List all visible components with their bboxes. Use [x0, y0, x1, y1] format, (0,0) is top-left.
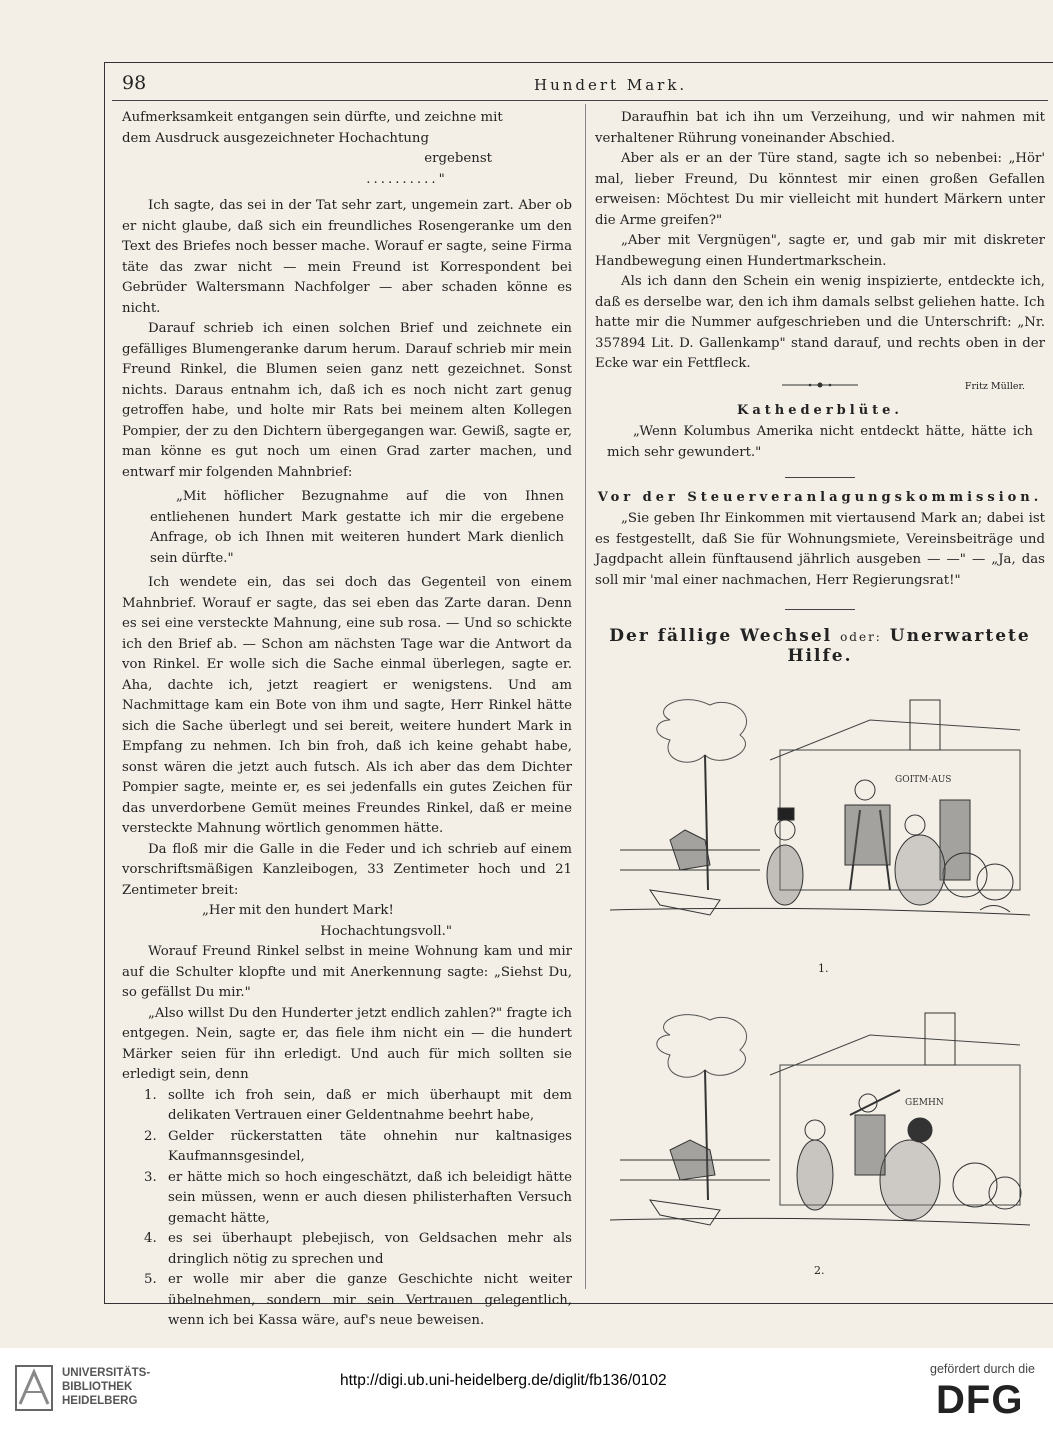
illustration-caption-2: 2.: [814, 1264, 825, 1277]
illustration-caption-1: 1.: [818, 962, 829, 975]
title-part-b: Unerwartete Hilfe.: [787, 626, 1031, 666]
ellipsis-line: ..........": [366, 171, 448, 187]
list-number: 1.: [144, 1087, 157, 1103]
ornament-divider: [595, 380, 1045, 393]
paragraph: dem Ausdruck ausgezeichneter Hochachtung: [122, 130, 429, 146]
ornament-icon: [780, 380, 860, 390]
list-number: 4.: [144, 1231, 157, 1246]
viewer-footer: [0, 1348, 1053, 1430]
dfg-logo: DFG: [936, 1378, 1024, 1422]
running-title: Hundert Mark.: [534, 76, 688, 94]
section-rule: [785, 609, 855, 610]
paragraph: Darauf schrieb ich einen solchen Brief und zeichnete ein gefälliges Blumengeranke darum herum. Darauf schrieb mir mein Freund Rinkel, die Blumen seien ganz nett gezeichnet. Sonst nichts. Daraus entnahm ich, daß ich es noch nicht zart genug getroffen habe, und holte mir Rats bei meinem alten Kollegen Pompier, der zu den Dichtern übergegangen war. Gewiß, sagte er, man könne es gut noch um einen Grad zarter machen, und entwarf mir folgenden Mahnbrief:: [122, 321, 572, 480]
list-number: 5.: [144, 1272, 157, 1287]
permalink-url[interactable]: http://digi.ub.uni-heidelberg.de/diglit/fb136/0102: [340, 1372, 667, 1389]
paragraph: „Also willst Du den Hunderter jetzt endlich zahlen?" fragte ich entgegen. Nein, sagte er, das fiele ihm nicht ein — die hundert Märker seien für ihn erledigt. Und auch für mich sollten sie erledigt sein, denn: [122, 1005, 572, 1082]
section-title-wechsel: [595, 626, 1045, 666]
section-title-steuer: Vor der Steuerveranlagungskommission.: [597, 490, 1043, 505]
list-text: er wolle mir aber die ganze Geschichte nicht weiter übelnehmen, sondern mir sein Vertrauen gelegentlich, wenn ich bei Kassa wäre, auf's neue beweisen.: [168, 1272, 572, 1328]
block-quote: „Mit höflicher Bezugnahme auf die von Ihnen entliehenen hundert Mark gestatte ich mir die ergebene Anfrage, ob ich Ihnen mit weiteren hundert Mark dienlich sein dürfte.": [150, 489, 564, 566]
list-text: er hätte mich so hoch eingeschätzt, daß ich beleidigt hätte sein müssen, wenn er auch diesen philisterhaften Versuch gemacht hätte,: [168, 1169, 572, 1226]
institution-line: UNIVERSITÄTS-: [62, 1367, 151, 1379]
quote-line: „Her mit den hundert Mark!: [202, 903, 394, 918]
cartoon-illustration-1: [610, 690, 1030, 950]
list-item: [144, 1168, 572, 1230]
section-title-kathederbluete: Kathederblüte.: [737, 403, 903, 418]
institution-name: [62, 1366, 150, 1408]
title-oder: oder:: [840, 630, 882, 644]
svg-text:GEMHN: GEMHN: [905, 1098, 944, 1108]
right-column: [595, 108, 1045, 397]
paragraph: Worauf Freund Rinkel selbst in meine Wohnung kam und mir auf die Schulter klopfte und mit Anerkennung sagte: „Siehst Du, so gefällst Du mir.": [122, 944, 572, 1000]
paragraph: „Wenn Kolumbus Amerika nicht entdeckt hätte, hätte ich mich sehr gewundert.": [607, 424, 1033, 460]
cartoon-illustration-2: [610, 1005, 1030, 1260]
paragraph: „Sie geben Ihr Einkommen mit viertausend Mark an; dabei ist es festgestellt, daß Sie für Wohnungsmiete, Vereinsbeiträge und Jagdpacht allein fünftausend jährlich ausgeben — —" — „Ja, das soll mir 'mal einer nachmachen, Herr Regierungsrat!": [595, 511, 1045, 588]
author-signature: Fritz Müller.: [964, 380, 1025, 392]
list-number: 3.: [144, 1169, 157, 1185]
institution-line: HEIDELBERG: [62, 1395, 138, 1407]
institution-line: BIBLIOTHEK: [62, 1381, 133, 1393]
university-logo-icon: [14, 1364, 54, 1412]
closing-line: ergebenst: [424, 151, 492, 166]
right-column-sections: [595, 374, 1045, 670]
list-item: [144, 1270, 572, 1332]
page-number: 98: [122, 72, 147, 94]
paragraph: „Aber mit Vergnügen", sagte er, und gab mir mit diskreter Handbewegung einen Hundertmarkschein.: [595, 233, 1045, 269]
list-number: 2.: [144, 1128, 157, 1144]
svg-text:GOITM·AUS: GOITM·AUS: [895, 775, 952, 785]
left-column: [122, 108, 572, 1332]
paragraph: Ich sagte, das sei in der Tat sehr zart, ungemein zart. Aber ob er nicht glaube, daß sich ein freundliches Rosengeranke um den Text des Briefes noch besser mache. Worauf er sagte, seine Firma täte das zwar nicht — mein Freund ist Korrespondent bei Gebrüder Waltersmann Nachfolger — aber schaden könne es nicht.: [122, 198, 572, 316]
list-text: Gelder rückerstatten täte ohnehin nur kaltnasiges Kaufmannsgesindel,: [168, 1128, 572, 1164]
quote-line: Hochachtungsvoll.": [320, 923, 452, 939]
paragraph: Als ich dann den Schein ein wenig inspizierte, entdeckte ich, daß es derselbe war, den ich ihm damals selbst geliehen hatte. Ich hatte mir die Nummer aufgeschrieben und die Unterschrift: „Nr. 357894 Lit. D. Gallenkamp" stand darauf, und rechts oben in der Ecke war ein Fettfleck.: [595, 274, 1045, 371]
funded-by-text: gefördert durch die: [930, 1362, 1035, 1376]
column-divider: [585, 104, 586, 1289]
list-text: sollte ich froh sein, daß er mich überhaupt mit dem delikaten Vertrauen einer Geldentnahme beehrt habe,: [168, 1087, 572, 1123]
list-text: es sei überhaupt plebejisch, von Geldsachen mehr als dringlich nötig zu sprechen und: [168, 1231, 572, 1267]
list-item: [144, 1229, 572, 1270]
title-part-a: Der fällige Wechsel: [609, 626, 833, 646]
paragraph: Aufmerksamkeit entgangen sein dürfte, und zeichne mit: [122, 110, 503, 125]
paragraph: Aber als er an der Türe stand, sagte ich so nebenbei: „Hör' mal, lieber Freund, Du könntest mir einen großen Gefallen erweisen: Möchtest Du mir vielleicht mit hundert Märkern unter die Arme greifen?": [595, 151, 1045, 228]
paragraph: Daraufhin bat ich ihn um Verzeihung, und wir nahmen mit verhaltener Rührung voneinander Abschied.: [595, 110, 1045, 146]
reason-list: [122, 1086, 572, 1332]
section-rule: [785, 477, 855, 478]
paragraph: Da floß mir die Galle in die Feder und ich schrieb auf einem vorschriftsmäßigen Kanzleibogen, 33 Zentimeter hoch und 21 Zentimeter breit:: [122, 841, 572, 898]
paragraph: Ich wendete ein, das sei doch das Gegenteil von einem Mahnbrief. Worauf er sagte, das sei eben das Zarte daran. Denn es sei eine versteckte Mahnung, eine sub rosa. — Und so schickte ich den Brief ab. — Schon am nächsten Tage war die Antwort da von Rinkel. Er wolle sich die Sache einmal überlegen, sagte er. Aha, dachte ich, jetzt reagiert er wenigstens. Und am Nachmittage kam ein Bote von ihm und sagte, Herr Rinkel hätte sich die Sache überlegt und sei bereit, weitere hundert Mark in Empfang zu nehmen. Ich bin froh, daß ich keine gehabt habe, sonst wären die jetzt auch futsch. Als ich aber das dem Dichter Pompier sagte, meinte er, es sei jedenfalls ein gutes Zeichen für das unverdorbene Gemüt meines Freundes Rinkel, daß er meine versteckte Mahnung wörtlich genommen hätte.: [122, 575, 572, 836]
list-item: [144, 1127, 572, 1168]
list-item: [144, 1086, 572, 1127]
header-rule: [112, 100, 1048, 101]
